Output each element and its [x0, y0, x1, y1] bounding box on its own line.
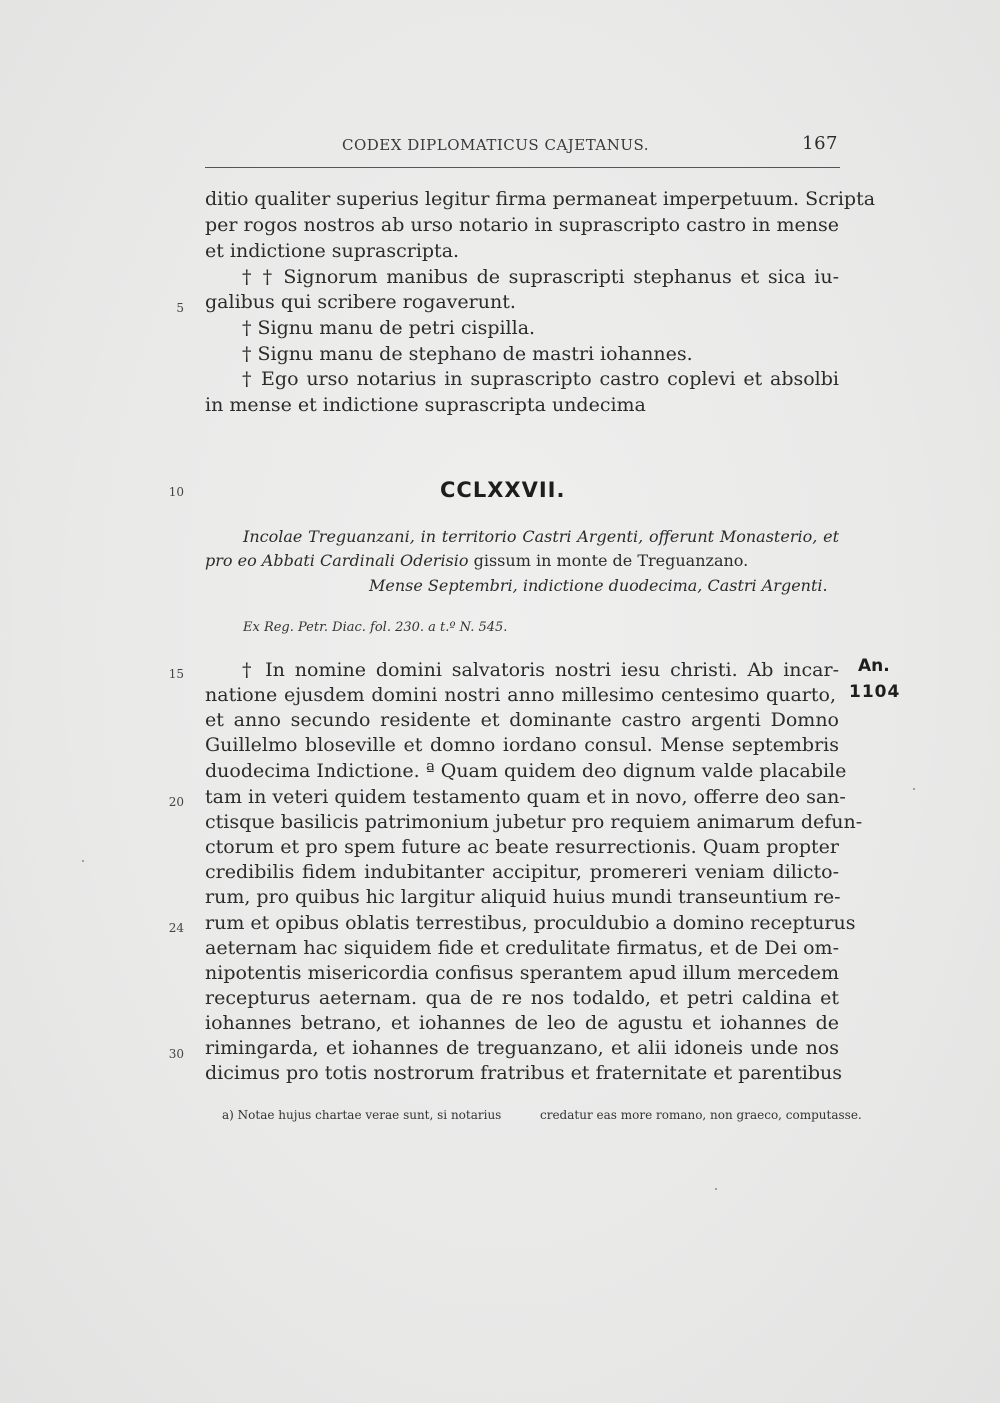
page-number: 167 — [802, 133, 838, 154]
summary-roman: gissum in monte de Treguanzano. — [468, 551, 749, 570]
summary-italic: pro eo Abbati Cardinali Oderisio — [205, 551, 469, 570]
running-header — [205, 133, 840, 159]
text-line: † Signu manu de stephano de mastri iohannes. — [242, 343, 693, 365]
text-line: Guillelmo bloseville et domno iordano consul. Mense septembris — [205, 734, 839, 756]
footnote-right: credatur eas more romano, non graeco, computasse. — [540, 1108, 862, 1122]
paper-speck — [715, 1188, 717, 1190]
summary-line — [205, 550, 748, 572]
text-line: et anno secundo residente et dominante castro argenti Domno — [205, 709, 839, 731]
text-line: iohannes betrano, et iohannes de leo de agustu et iohannes de — [205, 1012, 839, 1034]
line-number: 5 — [176, 301, 184, 315]
line-number: 30 — [168, 1047, 184, 1061]
text-line: rimingarda, et iohannes de treguanzano, et alii idoneis unde nos — [205, 1037, 839, 1059]
text-line: tam in veteri quidem testamento quam et in novo, offerre deo san- — [205, 786, 846, 808]
text-line: aeternam hac siquidem fide et credulitate firmatus, et de Dei om- — [205, 937, 839, 959]
text-line: per rogos nostros ab urso notario in suprascripto castro in mense — [205, 214, 839, 236]
text-line: galibus qui scribere rogaverunt. — [205, 291, 516, 313]
dateline: Mense Septembri, indictione duodecima, Castri Argenti. — [369, 576, 828, 595]
text-line: ctisque basilicis patrimonium jubetur pro requiem animarum defun- — [205, 811, 863, 833]
line-number: 24 — [168, 921, 184, 935]
text-line: ctorum et pro spem future ac beate resurrectionis. Quam propter — [205, 836, 839, 858]
line-number: 20 — [168, 795, 184, 809]
text-line: natione ejusdem domini nostri anno millesimo centesimo quarto, — [205, 684, 836, 706]
header-title: CODEX DIPLOMATICUS CAJETANUS. — [342, 136, 650, 154]
text-line: † † Signorum manibus de suprascripti stephanus et sica iu- — [242, 266, 839, 288]
document-number: CCLXXVII. — [440, 478, 566, 502]
text-line: et indictione suprascripta. — [205, 240, 460, 262]
text-line: rum et opibus oblatis terrestibus, proculdubio a domino recepturus — [205, 912, 856, 934]
paper-speck — [82, 860, 84, 862]
text-line: rum, pro quibus hic largitur aliquid huius mundi transeuntium re- — [205, 886, 841, 908]
margin-year: 1104 — [849, 682, 901, 702]
text-line: ditio qualiter superius legitur firma permaneat imperpetuum. Scripta — [205, 188, 876, 210]
text-line: † Ego urso notarius in suprascripto castro coplevi et absolbi — [242, 368, 839, 390]
source-reference: Ex Reg. Petr. Diac. fol. 230. a t.º N. 545. — [243, 620, 508, 635]
footnote-left: a) Notae hujus chartae verae sunt, si notarius — [222, 1108, 502, 1122]
header-rule — [205, 167, 840, 168]
text-line: nipotentis misericordia confisus sperantem apud illum mercedem — [205, 962, 839, 984]
margin-anno: An. — [858, 656, 890, 676]
line-number: 10 — [168, 485, 184, 499]
summary-line: Incolae Treguanzani, in territorio Castri Argenti, offerunt Monasterio, et — [243, 527, 839, 546]
text-line: duodecima Indictione. ª Quam quidem deo dignum valde placabile — [205, 760, 847, 782]
text-line: in mense et indictione suprascripta undecima — [205, 394, 646, 416]
text-line: dicimus pro totis nostrorum fratribus et fraternitate et parentibus — [205, 1062, 843, 1084]
paper-speck — [913, 788, 915, 790]
text-line: credibilis fidem indubitanter accipitur, promereri veniam dilicto- — [205, 861, 839, 883]
text-line: † In nomine domini salvatoris nostri iesu christi. Ab incar- — [242, 659, 839, 681]
line-number: 15 — [168, 667, 184, 681]
text-line: recepturus aeternam. qua de re nos todaldo, et petri caldina et — [205, 987, 839, 1009]
text-line: † Signu manu de petri cispilla. — [242, 317, 536, 339]
